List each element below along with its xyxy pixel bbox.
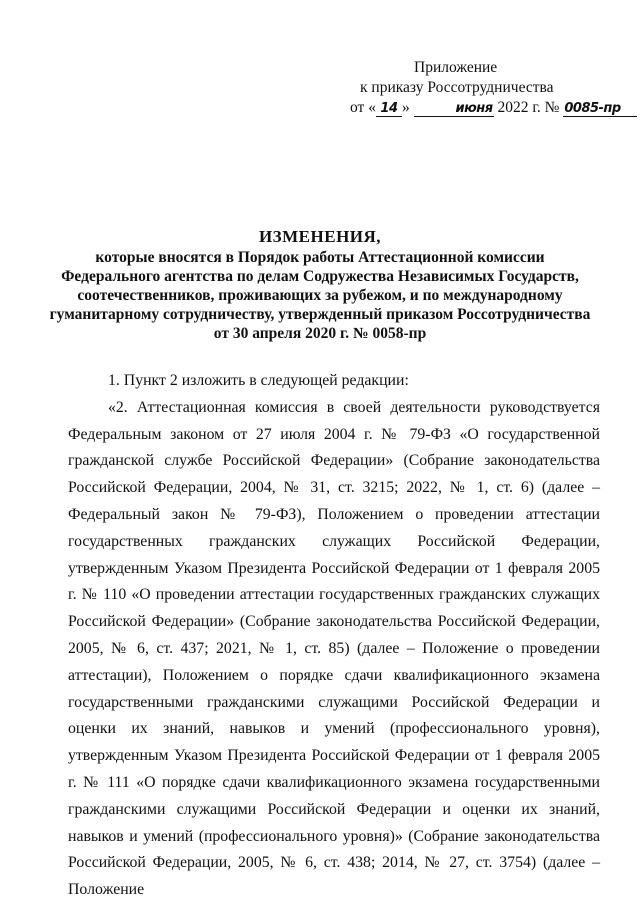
item-2-paragraph: «2. Аттестационная комиссия в своей деятельности руководствуется Федеральным законом от 27 июля 2004 г. № 79-ФЗ «О государственной гражданской службе Российской Федерации» (Собрание законодательства Российской Федерации, 2004, № 31, ст. 3215; 2022, № 1, ст. 6) (далее – Федеральный закон № 79-ФЗ), Положением о проведении аттестации государственных гражданских служащих Российской Федерации, утвержденным Указом Президента Российской Федерации от 1 февраля 2005 г. № 110 «О проведении аттестации государственных гражданских служащих Российской Федерации» (Собрание законодательства Российской Федерации, 2005, № 6, ст. 437; 2021, № 1, ст. 85) (далее – Положение о проведении аттестации), Положением о порядке сдачи квалификационного экзамена государственными гражданскими служащими Российской Федерации и оценки их знаний, навыков и умений (профессионального уровня), утвержденным Указом Президента Российской Федерации от 1 февраля 2005 г. № 111 «О порядке сдачи квалификационного экзамена государственными гражданскими служащими Российской Федерации и оценки их знаний, навыков и умений (профессионального уровня)» (Собрание законодательства Российской Федерации, 2005, № 6, ст. 438; 2014, № 27, ст. 3754) (далее – Положение [68,398,600,899]
appendix-date-line [350,98,620,118]
appendix-label: Приложение [414,59,498,76]
title-line: гуманитарному сотрудничеству, утвержденный приказом Россотрудничества [49,306,591,323]
date-mid: » [401,99,410,116]
appendix-header [350,58,620,118]
title-line: от 30 апреля 2020 г. № 0058-пр [213,325,427,342]
date-prefix: от « [350,99,376,116]
title-line: Федерального агентства по делам Содружества Независимых Государств, [61,268,579,285]
handwritten-day: 14 [376,101,402,117]
title-line: которые вносятся в Порядок работы Аттестационной комиссии [95,249,545,266]
title-heading: ИЗМЕНЕНИЯ, [258,227,382,246]
document-title [40,226,600,343]
appendix-order-ref: к приказу Россотрудничества [360,79,554,96]
handwritten-month: июня [414,101,494,117]
document-body [68,368,600,904]
date-year: 2022 г. № [497,99,560,116]
title-line: соотечественников, проживающих за рубежом, и по международному [77,287,563,304]
item-1-text: 1. Пункт 2 изложить в следующей редакции: [108,372,409,389]
handwritten-order-number: 0085-пр [563,101,637,117]
